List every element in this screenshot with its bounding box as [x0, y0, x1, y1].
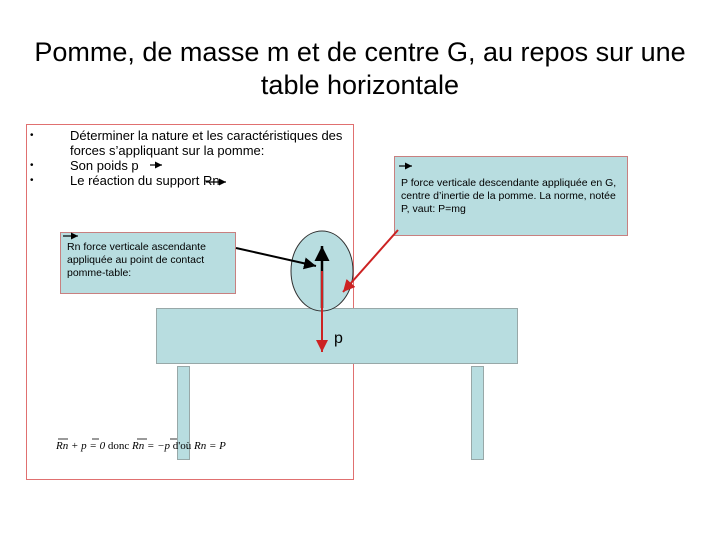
bullet-text: Le réaction du support Rn: [70, 173, 220, 188]
weight-label: p: [334, 330, 343, 347]
formula-part-3: Rn = P: [194, 440, 226, 452]
formula-connector-2: d'où: [172, 440, 192, 452]
bullet-dot: •: [30, 160, 34, 171]
bullet-dot: •: [30, 175, 34, 186]
bullet-text: Déterminer la nature et les caractéristiques des forces s’appliquant sur la pomme:: [70, 128, 343, 158]
formula-connector-1: donc: [107, 440, 130, 452]
slide-title: Pomme, de masse m et de centre G, au repos sur une table horizontale: [34, 37, 686, 100]
formula-part-2: Rn = −p: [131, 440, 171, 452]
bullet-text: Son poids p: [70, 158, 139, 173]
formula-part-1: Rn + p = 0: [56, 440, 106, 452]
reaction-description-text: Rn force verticale ascendante appliquée au point de contact pomme-table:: [67, 241, 206, 279]
weight-description-text: P force verticale descendante appliquée en G, centre d’inertie de la pomme. La norme, notée P, vaut: P=mg: [401, 177, 617, 215]
bullet-dot: •: [30, 130, 34, 141]
equilibrium-formula: [56, 440, 226, 452]
